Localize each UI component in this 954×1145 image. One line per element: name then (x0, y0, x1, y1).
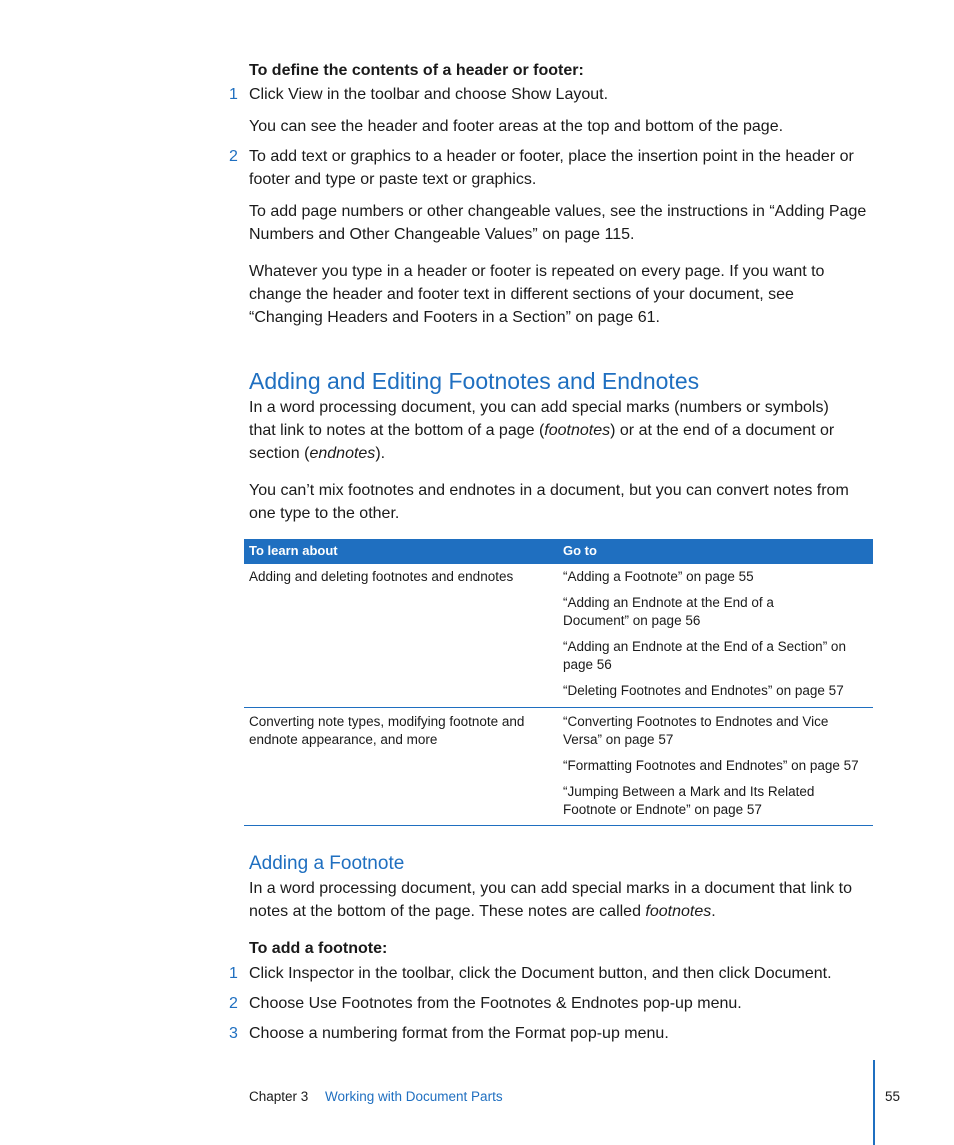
table-cell-link[interactable]: “Converting Footnotes to Endnotes and Vice Versa” on page 57 (563, 714, 829, 747)
table-cell-link[interactable]: “Formatting Footnotes and Endnotes” on page 57 (563, 758, 859, 773)
reference-table (244, 539, 873, 826)
step-number: 2 (229, 148, 238, 165)
subsection-heading: Adding a Footnote (249, 853, 405, 874)
footer-divider (873, 1060, 875, 1145)
intro-emphasis: endnotes (309, 445, 376, 462)
step-note: You can see the header and footer areas at the top and bottom of the page. (249, 118, 784, 135)
column-header: Go to (563, 543, 597, 558)
footer-chapter-label: Chapter 3 (249, 1089, 309, 1104)
column-header: To learn about (249, 543, 338, 558)
step-text: Click View in the toolbar and choose Show Layout. (249, 86, 609, 103)
step-text: Choose Use Footnotes from the Footnotes & Endnotes pop-up menu. (249, 995, 742, 1012)
table-cell-link[interactable]: “Adding a Footnote” on page 55 (563, 569, 754, 584)
table-cell-topic: Converting note types, modifying footnote and endnote appearance, and more (249, 714, 525, 747)
step-text: Click Inspector in the toolbar, click the Document button, and then click Document. (249, 965, 832, 982)
step-text: To add text or graphics to a header or footer, place the insertion point in the header or footer and type or paste text or graphics. (249, 148, 854, 188)
section-intro (249, 396, 859, 465)
table-row (244, 708, 873, 826)
footer-chapter-title[interactable]: Working with Document Parts (325, 1089, 503, 1104)
step-number: 1 (229, 86, 238, 103)
step-number: 2 (229, 995, 238, 1012)
procedure-title-header-footer: To define the contents of a header or footer: (249, 62, 584, 79)
page-number: 55 (885, 1089, 901, 1104)
intro-emphasis: footnotes (544, 422, 611, 439)
paragraph: You can’t mix footnotes and endnotes in a document, but you can convert notes from one type to the other. (249, 482, 849, 522)
table-cell-topic: Adding and deleting footnotes and endnotes (249, 569, 514, 584)
procedure-title-footnote: To add a footnote: (249, 940, 388, 957)
intro-emphasis: footnotes (645, 903, 712, 920)
paragraph: Whatever you type in a header or footer is repeated on every page. If you want to change the header and footer text in different sections of your document, see “Changing Headers and Footers in a Section” on page 61. (249, 263, 825, 326)
table-cell-link[interactable]: “Deleting Footnotes and Endnotes” on page 57 (563, 683, 844, 698)
section-heading: Adding and Editing Footnotes and Endnotes (249, 368, 700, 394)
intro-text: ). (375, 445, 386, 462)
intro-text: . (711, 903, 716, 920)
subsection-intro (249, 877, 875, 923)
step-text: Choose a numbering format from the Format pop-up menu. (249, 1025, 669, 1042)
step-number: 1 (229, 965, 238, 982)
table-cell-link[interactable]: “Adding an Endnote at the End of a Section” on page 56 (563, 639, 846, 672)
table-cell-link[interactable]: “Jumping Between a Mark and Its Related Footnote or Endnote” on page 57 (563, 784, 815, 817)
table-header (244, 539, 873, 564)
table-cell-link[interactable]: “Adding an Endnote at the End of a Document” on page 56 (563, 595, 774, 628)
table-row (244, 564, 873, 708)
intro-text: In a word processing document, you can add special marks in a document that link to notes at the bottom of the page. These notes are called (249, 880, 852, 920)
step-number: 3 (229, 1025, 238, 1042)
intro-text: In a word processing document, you can add special marks (numbers or symbols) that link to notes at the bottom of a page ( (249, 399, 829, 439)
intro-text: ) or at the end of a document or section ( (249, 422, 835, 462)
step-note: To add page numbers or other changeable values, see the instructions in “Adding Page Numbers and Other Changeable Values” on page 115. (249, 203, 867, 243)
